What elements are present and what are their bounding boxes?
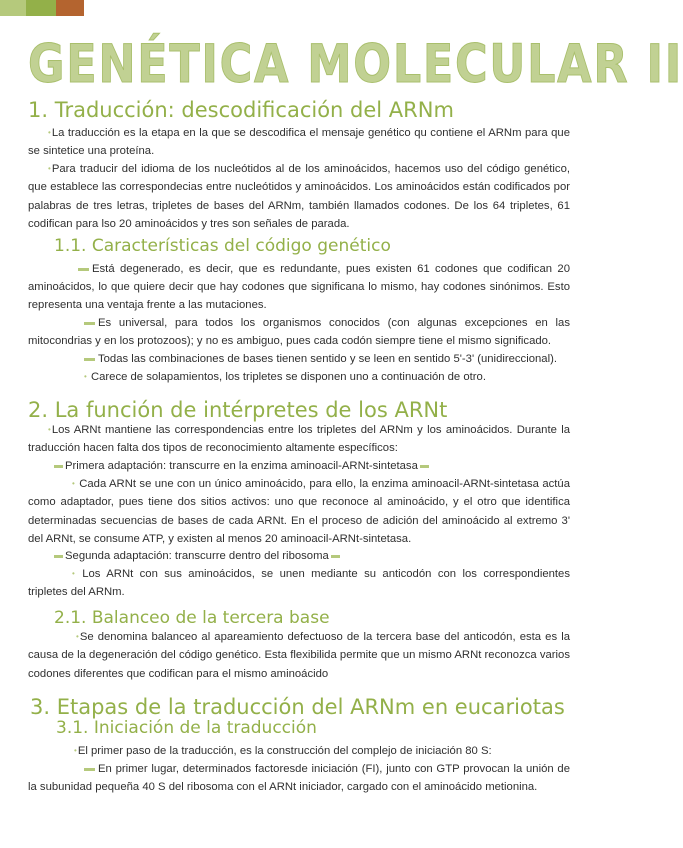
dash-icon [331,555,340,558]
heading-section-2-1: 2.1. Balanceo de la tercera base [54,608,330,628]
paragraph: • Carece de solapamientos, los tripletes se disponen uno a continuación de otro. [84,371,486,384]
dash-icon [78,268,89,271]
bullet-icon: • [72,479,75,488]
paragraph: En primer lugar, determinados factoresde iniciación (FI), junto con GTP provocan la unión de la subunidad pequeña 40 S del ribosoma con el ARNt iniciador, cargado con el aminoácido metionina. [28,763,570,794]
paragraph: •Se denomina balanceo al apareamiento defectuoso de la tercera base del anticodón, esta es la causa de la degeneración del código genético. Esta flexibilida permite que un mismo ARNt reconozca varios codones diferentes que codifican para el mismo aminoácido [28,631,570,680]
paragraph: •La traducción es la etapa en la que se descodifica el mensaje genético qu contiene el ARNm para que se sintetice una proteína. [28,127,570,158]
page-title: GENÉTICA MOLECULAR II [28,34,683,95]
dash-icon [84,358,95,361]
paragraph: Es universal, para todos los organismos conocidos (con algunas excepciones en las mitocondrias y en los protozoos); y no es ambiguo, pues cada codón siempre tiene el mismo significado. [28,317,570,348]
bullet-icon: • [48,164,51,173]
header-tab-brown [56,0,84,16]
bullet-icon: • [72,569,75,578]
dash-icon [54,465,63,468]
paragraph: •Los ARNt mantiene las correspondencias entre los tripletes del ARNm y los aminoácidos. Durante la traducción hacen falta dos tipos de reconocimiento altamente específicos: [28,424,570,455]
dash-icon [54,555,63,558]
bullet-icon: • [48,425,51,434]
paragraph: Todas las combinaciones de bases tienen sentido y se leen en sentido 5'-3' (unidireccional). [28,350,570,368]
label-first-adaptation: Primera adaptación: transcurre en la enzima aminoacil-ARNt-sintetasa [28,457,570,475]
heading-section-3-1: 3.1. Iniciación de la traducción [56,718,317,738]
heading-section-2: 2. La función de intérpretes de los ARNt [28,398,448,422]
bullet-icon: • [74,746,77,755]
paragraph: •El primer paso de la traducción, es la construcción del complejo de iniciación 80 S: [74,745,492,758]
paragraph: Está degenerado, es decir, que es redundante, pues existen 61 codones que codifican 20 aminoácidos, lo que quiere decir que hay codones que significana lo mismo, hay codones sinónimos. Esto representa una ventaja frente a las mutaciones. [28,263,570,312]
heading-section-1: 1. Traducción: descodificación del ARNm [28,98,454,122]
paragraph: • Los ARNt con sus aminoácidos, se unen mediante su anticodón con los correspondientes tripletes del ARNm. [28,568,570,599]
bullet-icon: • [76,632,79,641]
header-tab-light [0,0,26,16]
paragraph: •Para traducir del idioma de los nucleótidos al de los aminoácidos, hacemos uso del código genético, que establece las correspondecias entre nucleótidos y aminoácidos. Los aminoácidos están codificados por palabras de tres letras, tripletes de bases del ARNm, también llamados codones. De los 64 tripletes, 61 codifican para lso 20 aminoácidos y tres son señales de parada. [28,163,570,230]
heading-section-3: 3. Etapas de la traducción del ARNm en eucariotas [30,695,565,719]
label-second-adaptation: Segunda adaptación: transcurre dentro del ribosoma [28,547,570,565]
bullet-icon: • [48,128,51,137]
header-tab-green [26,0,56,16]
dash-icon [420,465,429,468]
dash-icon [84,322,95,325]
dash-icon [84,768,95,771]
bullet-icon: • [84,372,87,381]
heading-section-1-1: 1.1. Características del código genético [54,236,391,256]
paragraph: • Cada ARNt se une con un único aminoácido, para ello, la enzima aminoacil-ARNt-sintetasa actúa como adaptador, pues tiene dos sitios activos: uno que reconoce al aminoácido, y el otro que identifica determinadas secuencias de bases de cada ARNt. En el proceso de adición del aminoácido al extremo 3' del ARNt, se consume ATP, y existen al menos 20 aminoacil-ARNt-sintetasa. [28,478,570,545]
